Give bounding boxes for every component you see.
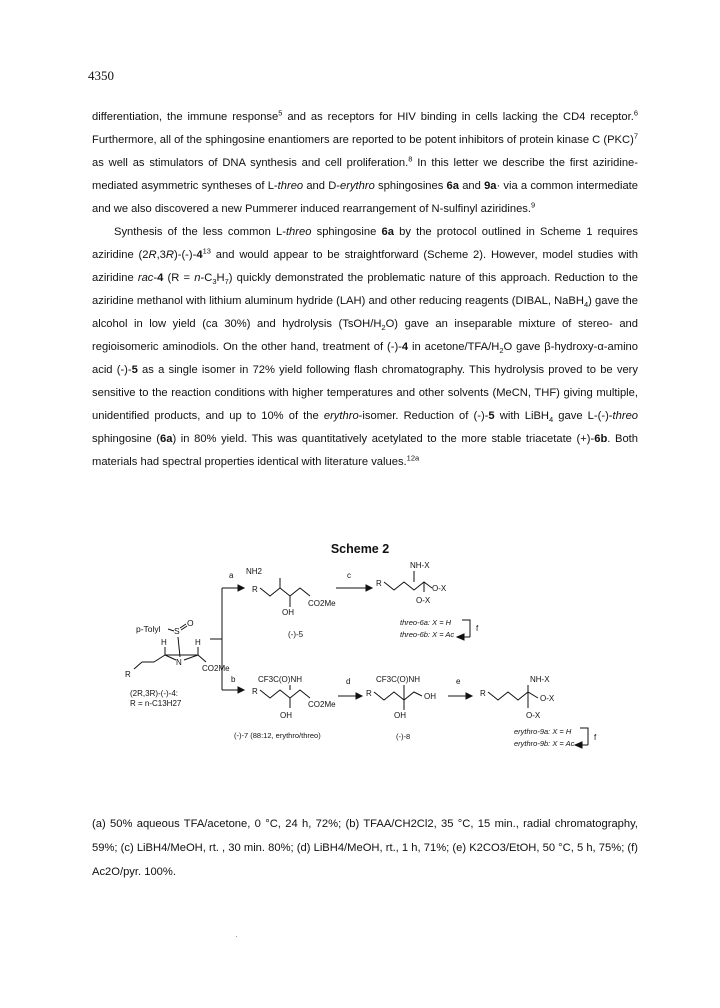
svg-text:O-X: O-X bbox=[526, 711, 541, 720]
text-run: Synthesis of the less common L- bbox=[114, 226, 286, 238]
text-run: - bbox=[153, 272, 158, 284]
text-run: and bbox=[459, 180, 485, 192]
text-run: threo bbox=[612, 410, 639, 422]
svg-text:erythro-9b: X = Ac: erythro-9b: X = Ac bbox=[514, 739, 575, 748]
text-run: sphingosines bbox=[374, 180, 447, 192]
text-run: 5 bbox=[131, 364, 138, 376]
text-run: 4 bbox=[583, 300, 589, 310]
svg-text:c: c bbox=[347, 571, 351, 580]
svg-text:OH: OH bbox=[424, 692, 436, 701]
text-run: L- bbox=[267, 180, 278, 192]
svg-text:R = n-C13H27: R = n-C13H27 bbox=[130, 699, 182, 708]
svg-text:(-)-8: (-)-8 bbox=[396, 732, 411, 741]
text-run: 6a bbox=[446, 180, 459, 192]
svg-text:CO2Me: CO2Me bbox=[308, 700, 336, 709]
svg-text:O: O bbox=[187, 618, 194, 628]
text-run: sphingosine ( bbox=[92, 433, 161, 445]
svg-text:OH: OH bbox=[280, 711, 292, 720]
text-run: and bbox=[303, 180, 329, 192]
text-run: sphingosine bbox=[311, 226, 382, 238]
text-run: 6a bbox=[381, 226, 394, 238]
compound-8-structure bbox=[366, 675, 436, 741]
svg-text:CO2Me: CO2Me bbox=[202, 664, 230, 673]
svg-text:CF3C(O)NH: CF3C(O)NH bbox=[258, 675, 302, 684]
svg-text:d: d bbox=[346, 677, 351, 686]
text-run: O gave β-hydroxy-α-amino acid (-)- bbox=[92, 341, 638, 376]
arrow-d bbox=[338, 677, 362, 699]
svg-text:threo-6a: X = H: threo-6a: X = H bbox=[400, 618, 452, 627]
text-run: (R = bbox=[163, 272, 195, 284]
svg-text:a: a bbox=[229, 571, 234, 580]
text-run: 8 bbox=[408, 154, 413, 164]
svg-text:OH: OH bbox=[394, 711, 406, 720]
text-run: 5 bbox=[488, 410, 495, 422]
aziridine-4-structure bbox=[125, 618, 230, 708]
svg-text:(-)-5: (-)-5 bbox=[288, 630, 304, 639]
text-run: 9 bbox=[531, 200, 536, 210]
svg-text:H: H bbox=[195, 638, 201, 647]
arrow-c bbox=[336, 571, 372, 591]
text-run: D- bbox=[328, 180, 341, 192]
text-run: H bbox=[216, 272, 225, 284]
svg-text:CO2Me: CO2Me bbox=[308, 599, 336, 608]
svg-text:NH-X: NH-X bbox=[530, 675, 550, 684]
compound-9-structure bbox=[480, 675, 597, 748]
text-run: 2 bbox=[499, 346, 504, 356]
text-run: R bbox=[165, 249, 174, 261]
svg-text:R: R bbox=[376, 579, 382, 588]
text-run: 4 bbox=[549, 415, 554, 425]
svg-text:R: R bbox=[252, 585, 258, 594]
svg-text:f: f bbox=[594, 733, 597, 742]
text-run: -C bbox=[200, 272, 213, 284]
svg-text:CF3C(O)NH: CF3C(O)NH bbox=[376, 675, 420, 684]
text-run: and as receptors for HIV binding in cells lacking the CD4 receptor. bbox=[282, 111, 634, 123]
svg-text:H: H bbox=[161, 638, 167, 647]
svg-text:f: f bbox=[476, 624, 479, 633]
text-run: 9a bbox=[484, 180, 497, 192]
text-run: )-(-)- bbox=[174, 249, 197, 261]
text-run: ) gave the alcohol in low yield (ca 30%) and hydrolysis (TsOH/H bbox=[92, 295, 638, 330]
svg-text:threo-6b: X = Ac: threo-6b: X = Ac bbox=[400, 630, 455, 639]
text-run: threo bbox=[285, 226, 312, 238]
svg-text:S: S bbox=[174, 626, 180, 636]
text-run: 13 bbox=[202, 246, 211, 256]
reaction-scheme bbox=[110, 558, 610, 804]
text-run: as a single isomer in 72% yield following flash chromatography. This hydrolysis proved to be very sensitive to the reaction conditions with higher temperatures and other solvents (MeCN, THF) giving multiple, unidentified products, and up to 10% of the bbox=[92, 364, 638, 422]
text-run: ) in 80% yield. This was quantitatively acetylated to the more stable triacetate (+)- bbox=[172, 433, 595, 445]
text-run: ) quickly demonstrated the problematic nature of this approach. Reduction to the aziridine methanol with lithium aluminum hydride (LAH) and other reducing reagents (DIBAL, NaBH bbox=[92, 272, 638, 307]
text-run: erythro bbox=[340, 180, 375, 192]
svg-text:R: R bbox=[252, 687, 258, 696]
svg-text:R: R bbox=[125, 670, 131, 679]
text-run: 4 bbox=[401, 341, 409, 353]
stray-mark bbox=[236, 936, 237, 937]
text-run: Furthermore, all of the sphingosine enantiomers are reported to be potent inhibitors of protein kinase C (PKC) bbox=[92, 134, 634, 146]
text-run: by the protocol outlined in Scheme 1 requires aziridine (2 bbox=[92, 226, 638, 261]
text-run: 3 bbox=[212, 277, 217, 287]
svg-text:NH2: NH2 bbox=[246, 567, 263, 576]
svg-text:NH-X: NH-X bbox=[410, 561, 430, 570]
paragraph bbox=[92, 221, 638, 474]
text-run: 12a bbox=[406, 453, 420, 463]
svg-text:p-Tolyl: p-Tolyl bbox=[136, 624, 161, 634]
text-run: as well as stimulators of DNA synthesis and cell proliferation. bbox=[92, 157, 409, 169]
text-run: ,3 bbox=[156, 249, 166, 261]
svg-text:erythro-9a: X = H: erythro-9a: X = H bbox=[514, 727, 572, 736]
paragraph bbox=[92, 106, 638, 221]
text-run: R bbox=[148, 249, 157, 261]
body-text bbox=[92, 106, 638, 474]
svg-text:R: R bbox=[480, 689, 486, 698]
svg-text:e: e bbox=[456, 677, 461, 686]
scheme-conditions: (a) 50% aqueous TFA/acetone, 0 °C, 24 h, 72%; (b) TFAA/CH2Cl2, 35 °C, 15 min., radial chromatography, 59%; (c) LiBH4/MeOH, rt. , 30 min. 80%; (d) LiBH4/MeOH, rt., 1 h, 71%; (e) K2CO3/EtOH, 50 °C, 5 h, 75%; (f) Ac2O/pyr. 100%. bbox=[92, 818, 638, 878]
svg-text:O-X: O-X bbox=[540, 694, 555, 703]
text-run: in acetone/TFA/H bbox=[408, 341, 500, 353]
scheme-title: Scheme 2 bbox=[330, 542, 390, 556]
compound-6-structure bbox=[376, 561, 479, 640]
text-run: . Both materials had spectral properties identical with literature values. bbox=[92, 433, 638, 468]
text-run: In this letter we describe the first aziridine-mediated asymmetric syntheses of bbox=[92, 157, 638, 192]
svg-text:OH: OH bbox=[282, 608, 294, 617]
page-number: 4350 bbox=[88, 68, 114, 83]
compound-7-structure bbox=[234, 675, 336, 740]
text-run: erythro bbox=[323, 410, 359, 422]
text-run: gave L-(-)- bbox=[553, 410, 613, 422]
text-run: and would appear to be straightforward (Scheme 2). However, model studies with aziridine bbox=[92, 249, 638, 284]
text-run: 6b bbox=[594, 433, 608, 445]
text-run: O) gave an inseparable mixture of stereo- and regioisomeric aminodiols. On the other hand, treatment of (-)- bbox=[92, 318, 638, 353]
svg-text:(2R,3R)-(-)-4:: (2R,3R)-(-)-4: bbox=[130, 689, 178, 698]
text-run: 6 bbox=[633, 108, 639, 118]
text-run: 7 bbox=[224, 277, 229, 287]
text-run: · via a common intermediate and we also discovered a new Pummerer induced rearrangement of N-sulfinyl aziridines. bbox=[92, 180, 638, 215]
text-run: 4 bbox=[157, 272, 164, 284]
text-run: differentiation, the immune response bbox=[92, 111, 279, 123]
text-run: 6a bbox=[160, 433, 173, 445]
text-run: rac bbox=[137, 272, 154, 284]
svg-text:N: N bbox=[176, 658, 182, 667]
text-run: 2 bbox=[381, 323, 386, 333]
svg-text:b: b bbox=[231, 675, 236, 684]
text-run: n bbox=[194, 272, 201, 284]
text-run: 7 bbox=[633, 131, 638, 141]
svg-text:R: R bbox=[366, 689, 372, 698]
svg-text:O-X: O-X bbox=[416, 596, 431, 605]
svg-text:O-X: O-X bbox=[432, 584, 447, 593]
svg-text:(-)-7 (88:12, erythro/threo): (-)-7 (88:12, erythro/threo) bbox=[234, 731, 321, 740]
text-run: -isomer. Reduction of (-)- bbox=[358, 410, 489, 422]
compound-5-structure bbox=[246, 567, 336, 639]
text-run: with LiBH bbox=[494, 410, 550, 422]
arrow-e bbox=[448, 677, 472, 699]
text-run: threo bbox=[277, 180, 304, 192]
branch-arrows-a-b bbox=[210, 571, 244, 693]
text-run: 4 bbox=[196, 249, 203, 261]
text-run: 5 bbox=[278, 108, 283, 118]
